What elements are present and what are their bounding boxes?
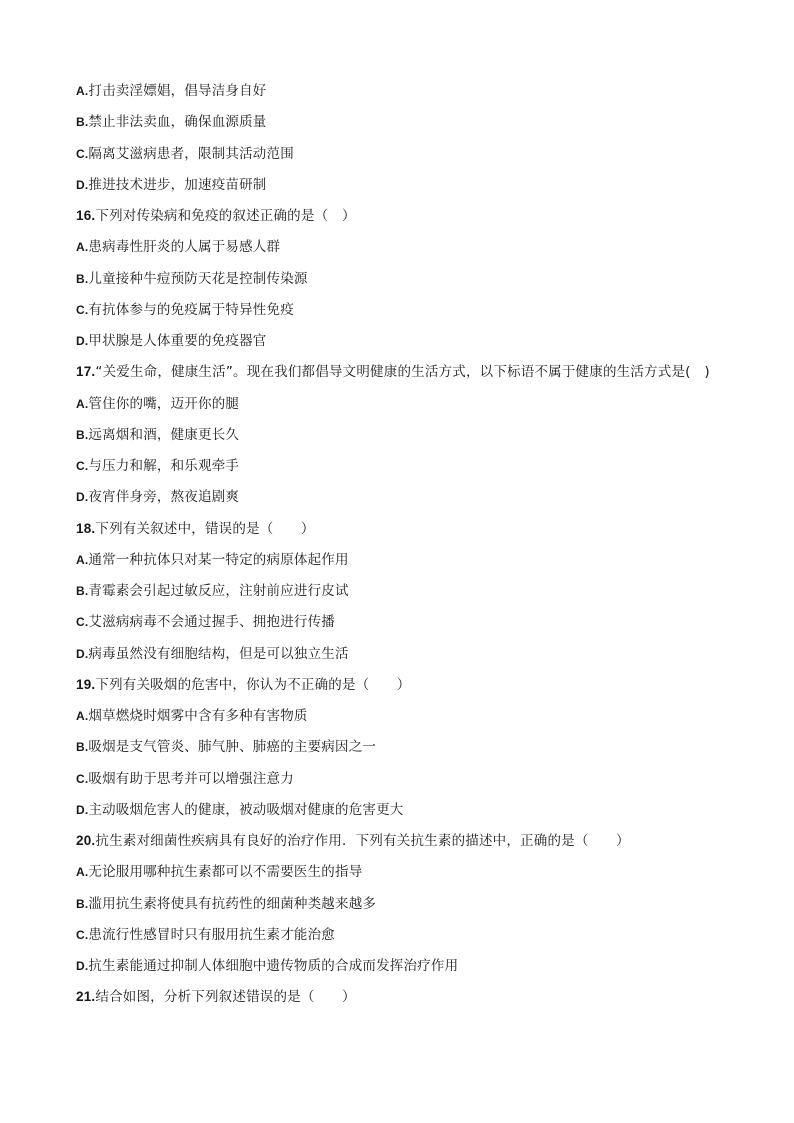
option-letter: A. bbox=[76, 865, 89, 880]
option-letter: C. bbox=[76, 146, 89, 161]
answer-option bbox=[76, 799, 736, 830]
option-letter: D. bbox=[76, 802, 89, 817]
option-text: 儿童接种牛痘预防天花是控制传染源 bbox=[88, 270, 308, 287]
question-number: 19. bbox=[76, 676, 96, 692]
answer-option bbox=[76, 768, 736, 799]
question-stem bbox=[76, 518, 736, 549]
question-text: “关爱生命，健康生活”。现在我们都倡导文明健康的生活方式，以下标语不属于健康的生活方式是( ) bbox=[95, 364, 710, 381]
option-letter: C. bbox=[76, 302, 89, 317]
answer-option bbox=[76, 893, 736, 924]
answer-option bbox=[76, 643, 736, 674]
option-text: 有抗体参与的免疫属于特异性免疫 bbox=[88, 301, 294, 318]
answer-option bbox=[76, 861, 736, 892]
option-text: 隔离艾滋病患者，限制其活动范围 bbox=[88, 145, 294, 162]
question-number: 17. bbox=[76, 364, 96, 380]
answer-option bbox=[76, 174, 736, 205]
option-text: 通常一种抗体只对某一特定的病原体起作用 bbox=[88, 551, 349, 568]
option-text: 打击卖淫嫖娼，倡导洁身自好 bbox=[88, 83, 267, 99]
question-stem bbox=[76, 986, 736, 1017]
option-letter: D. bbox=[76, 959, 89, 973]
question-text: 下列有关吸烟的危害中，你认为不正确的是（ ） bbox=[95, 676, 411, 693]
answer-option bbox=[76, 393, 736, 424]
option-text: 患流行性感冒时只有服用抗生素才能治愈 bbox=[88, 926, 336, 943]
answer-option bbox=[76, 80, 736, 111]
option-letter: A. bbox=[76, 240, 89, 255]
option-letter: B. bbox=[76, 740, 89, 755]
answer-option bbox=[76, 611, 736, 642]
option-letter: A. bbox=[76, 396, 89, 411]
question-text: 结合如图，分析下列叙述错误的是（ ） bbox=[95, 989, 356, 1006]
option-text: 病毒虽然没有细胞结构，但是可以独立生活 bbox=[88, 645, 349, 662]
option-text: 推进技术进步，加速疫苗研制 bbox=[88, 176, 267, 193]
option-text: 主动吸烟危害人的健康，被动吸烟对健康的危害更大 bbox=[88, 801, 404, 818]
answer-option bbox=[76, 268, 736, 299]
option-letter: B. bbox=[76, 427, 89, 442]
option-letter: C. bbox=[76, 459, 89, 473]
option-text: 患病毒性肝炎的人属于易感人群 bbox=[88, 239, 281, 256]
question-stem bbox=[76, 830, 736, 861]
option-text: 无论服用哪种抗生素都可以不需要医生的指导 bbox=[88, 864, 363, 881]
option-letter: B. bbox=[76, 896, 89, 911]
answer-option bbox=[76, 143, 736, 174]
option-text: 抗生素能通过抑制人体细胞中遗传物质的合成而发挥治疗作用 bbox=[88, 958, 459, 974]
answer-option bbox=[76, 299, 736, 330]
option-letter: C. bbox=[76, 771, 89, 786]
option-text: 青霉素会引起过敏反应，注射前应进行皮试 bbox=[88, 583, 349, 599]
answer-option bbox=[76, 580, 736, 611]
option-letter: D. bbox=[76, 177, 89, 192]
option-letter: B. bbox=[76, 271, 89, 286]
option-text: 滥用抗生素将使具有抗药性的细菌种类越来越多 bbox=[88, 895, 377, 912]
option-letter: D. bbox=[76, 334, 89, 348]
option-letter: A. bbox=[76, 709, 89, 723]
option-text: 夜宵伴身旁，熬夜追剧爽 bbox=[88, 489, 240, 506]
option-text: 吸烟是支气管炎、肺气肿、肺癌的主要病因之一 bbox=[88, 739, 377, 756]
option-text: 烟草燃烧时烟雾中含有多种有害物质 bbox=[88, 708, 308, 724]
question-number: 18. bbox=[76, 520, 96, 536]
question-list bbox=[76, 80, 736, 1018]
question-number: 21. bbox=[76, 989, 96, 1005]
option-text: 艾滋病病毒不会通过握手、拥抱进行传播 bbox=[88, 614, 336, 631]
option-letter: A. bbox=[76, 84, 89, 98]
option-letter: A. bbox=[76, 552, 89, 567]
option-text: 吸烟有助于思考并可以增强注意力 bbox=[88, 770, 294, 787]
question-number: 16. bbox=[76, 208, 96, 223]
answer-option bbox=[76, 955, 736, 986]
option-letter: C. bbox=[76, 615, 89, 630]
question-stem bbox=[76, 674, 736, 705]
question-stem bbox=[76, 361, 736, 392]
option-letter: D. bbox=[76, 490, 89, 505]
question-text: 抗生素对细菌性疾病具有良好的治疗作用．下列有关抗生素的描述中，正确的是（ ） bbox=[95, 833, 630, 849]
answer-option bbox=[76, 924, 736, 955]
answer-option bbox=[76, 486, 736, 517]
option-letter: B. bbox=[76, 584, 89, 598]
answer-option bbox=[76, 705, 736, 736]
question-stem bbox=[76, 205, 736, 236]
answer-option bbox=[76, 330, 736, 361]
answer-option bbox=[76, 424, 736, 455]
option-text: 甲状腺是人体重要的免疫器官 bbox=[88, 333, 267, 349]
answer-option bbox=[76, 236, 736, 267]
question-number: 20. bbox=[76, 833, 96, 848]
option-text: 远离烟和酒，健康更长久 bbox=[88, 426, 240, 443]
question-text: 下列有关叙述中，错误的是（ ） bbox=[95, 520, 315, 537]
option-letter: B. bbox=[76, 115, 89, 130]
option-text: 与压力和解，和乐观牵手 bbox=[88, 458, 240, 474]
answer-option bbox=[76, 111, 736, 142]
option-text: 管住你的嘴，迈开你的腿 bbox=[88, 395, 240, 412]
answer-option bbox=[76, 736, 736, 767]
answer-option bbox=[76, 455, 736, 486]
option-letter: D. bbox=[76, 646, 89, 661]
answer-option bbox=[76, 549, 736, 580]
option-letter: C. bbox=[76, 927, 89, 942]
option-text: 禁止非法卖血，确保血源质量 bbox=[88, 114, 267, 131]
question-text: 下列对传染病和免疫的叙述正确的是（ ） bbox=[95, 208, 356, 224]
